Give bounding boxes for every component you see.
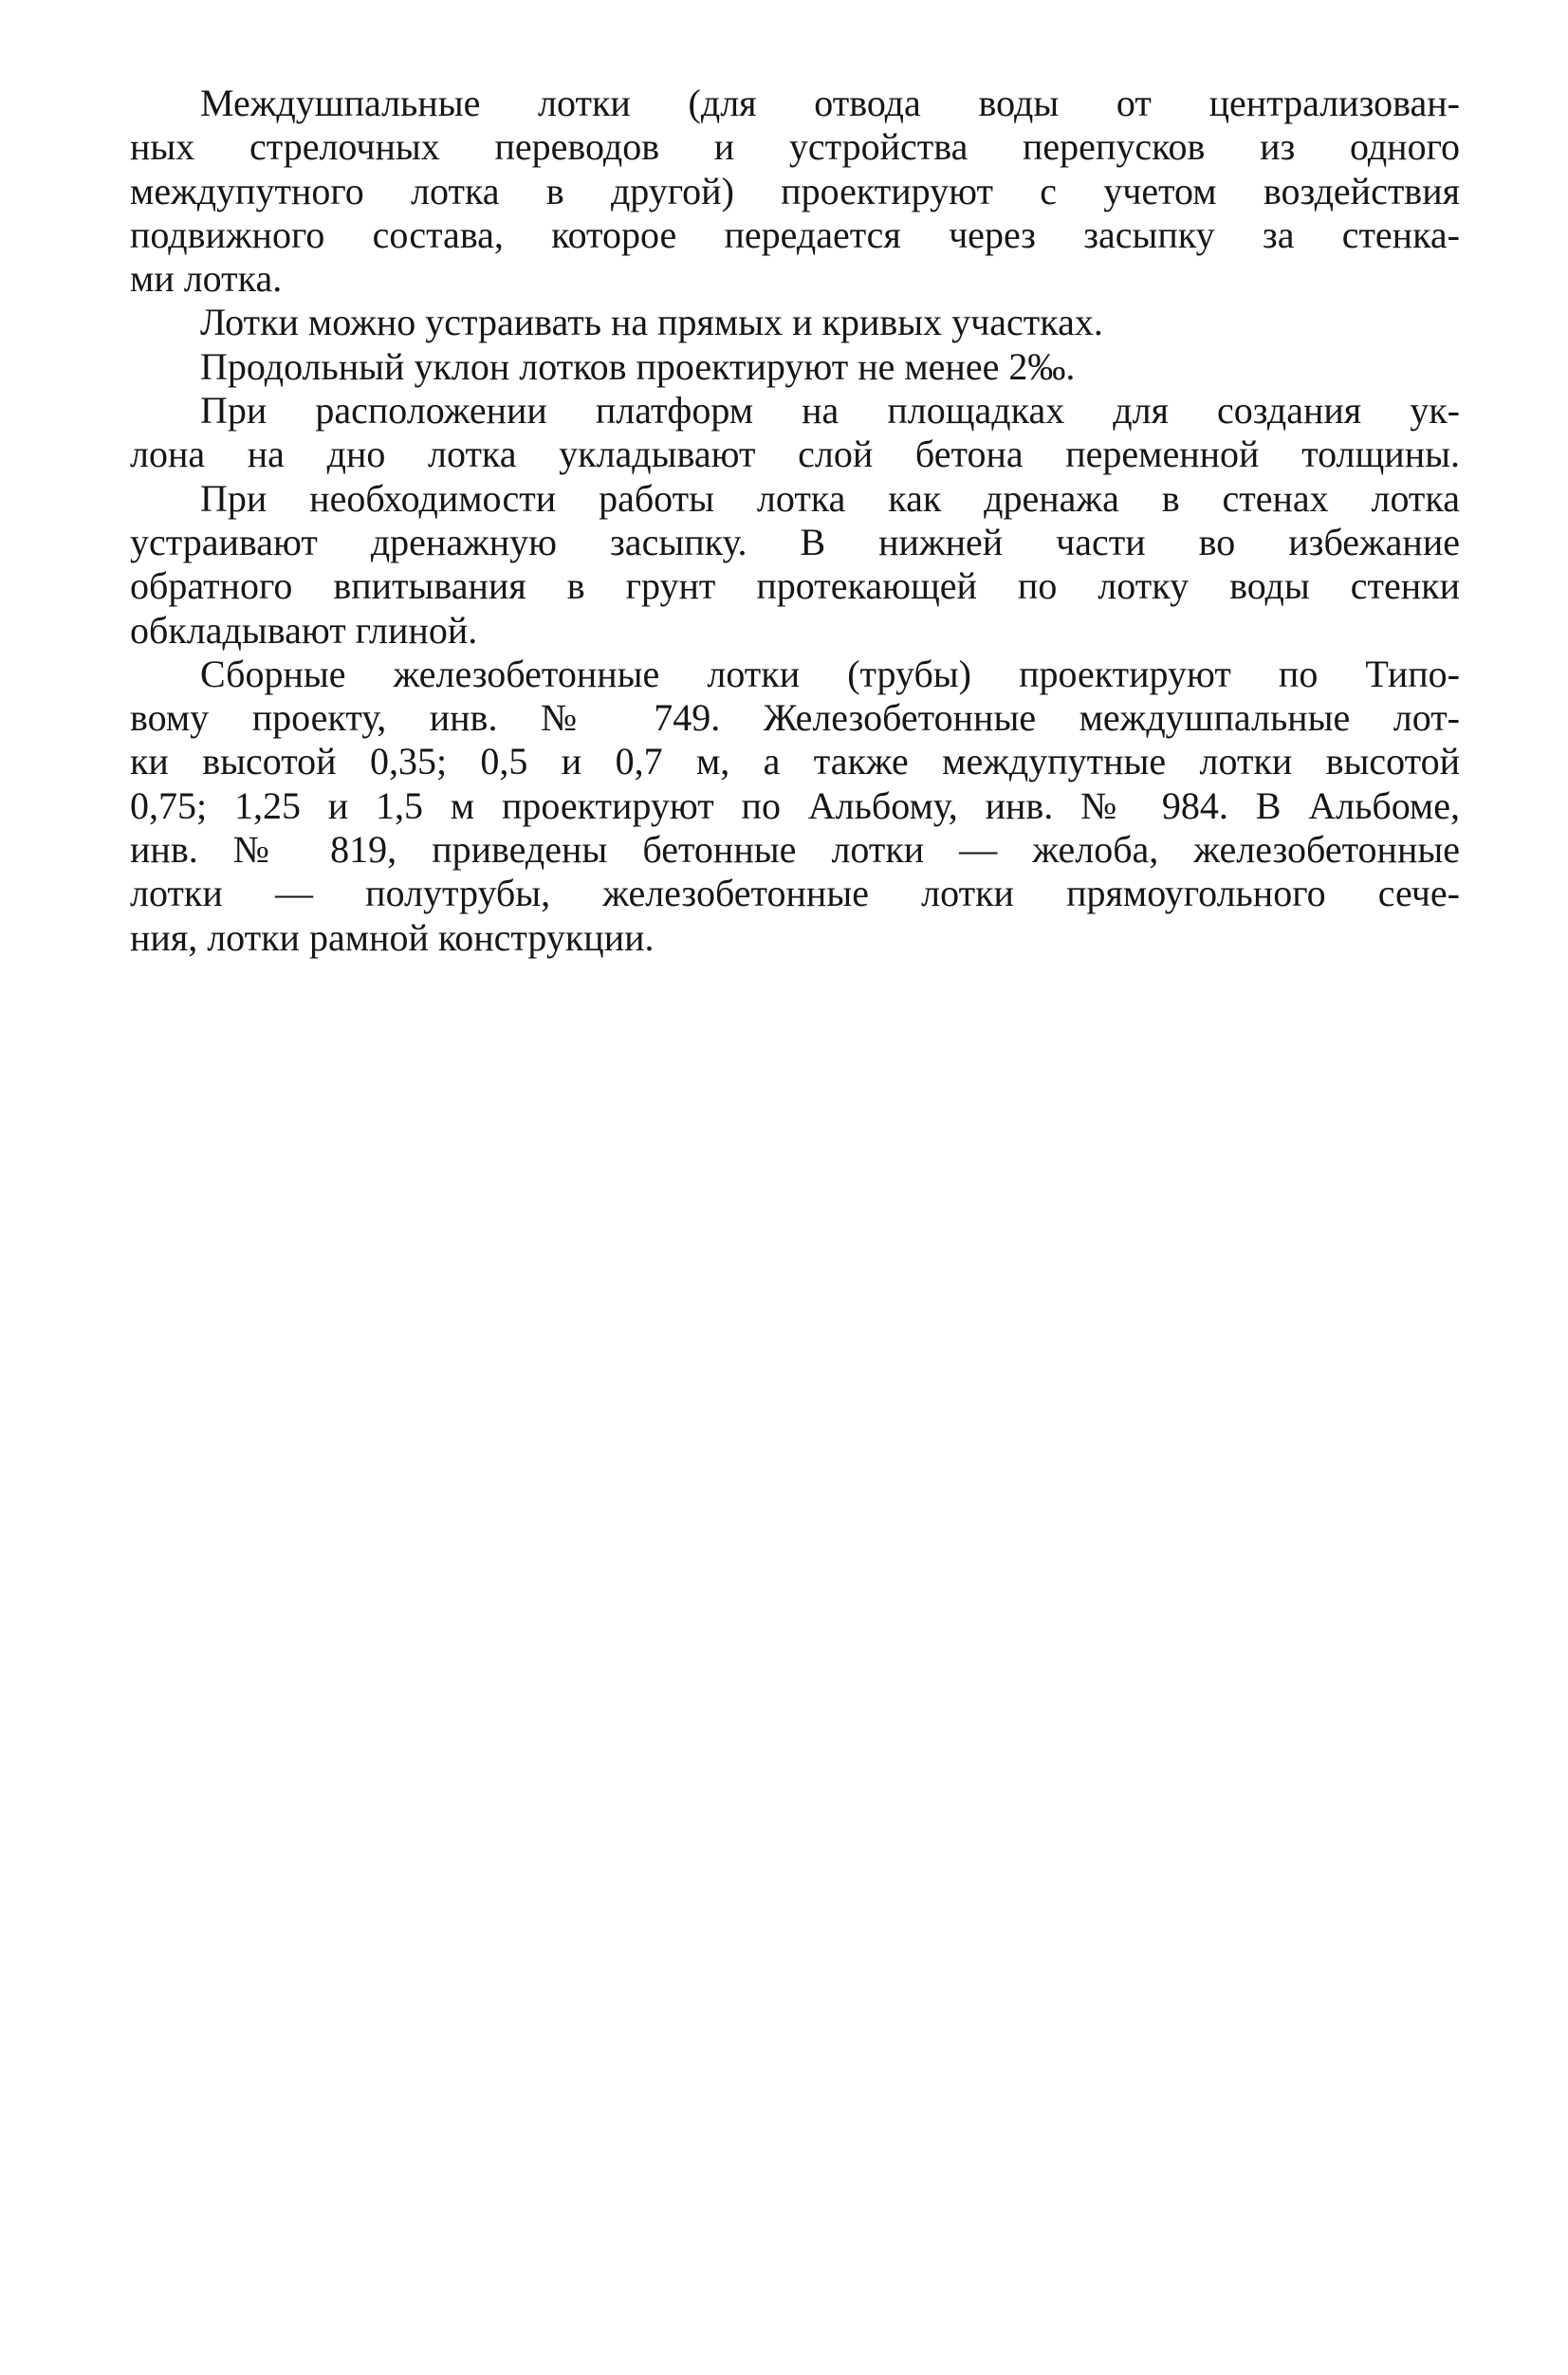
- paragraph-6-line-2: вому проекту, инв. № 749. Железобетонные междушпальные лот-: [130, 696, 1460, 740]
- paragraph-1-line-5: ми лотка.: [130, 257, 283, 301]
- paragraph-5-line-4: обкладывают глиной.: [130, 608, 478, 652]
- paragraph-6-line-6: лотки — полутрубы, железобетонные лотки прямоугольного сече-: [130, 872, 1460, 915]
- paragraph-4-line-2: лона на дно лотка укладывают слой бетона переменной толщины.: [130, 433, 1460, 476]
- paragraph-1-line-1: Междушпальные лотки (для отвода воды от централизован-: [200, 82, 1460, 124]
- paragraph-6-line-3: ки высотой 0,35; 0,5 и 0,7 м, а также междупутные лотки высотой: [130, 740, 1460, 783]
- paragraph-6-line-4: 0,75; 1,25 и 1,5 м проектируют по Альбому, инв. № 984. В Альбоме,: [130, 783, 1460, 827]
- paragraph-4-line-1: При расположении платформ на площадках для создания ук-: [200, 389, 1460, 433]
- paragraph-6-line-1: Сборные железобетонные лотки (трубы) проектируют по Типо-: [200, 652, 1460, 695]
- paragraph-6-line-5: инв. № 819, приведены бетонные лотки — желоба, железобетонные: [130, 828, 1460, 872]
- paragraph-3-line-1: Продольный уклон лотков проектируют не менее 2‰.: [200, 344, 1076, 388]
- paragraph-2-line-1: Лотки можно устраивать на прямых и кривых участках.: [200, 301, 1103, 344]
- paragraph-5-line-1: При необходимости работы лотка как дренажа в стенах лотка: [200, 476, 1460, 520]
- body-text: [130, 82, 1460, 960]
- paragraph-5-line-2: устраивают дренажную засыпку. В нижней части во избежание: [130, 520, 1460, 563]
- paragraph-6-line-7: ния, лотки рамной конструкции.: [130, 915, 655, 959]
- paragraph-1-line-2: ных стрелочных переводов и устройства перепусков из одного: [130, 125, 1460, 169]
- paragraph-5-line-3: обратного впитывания в грунт протекающей по лотку воды стенки: [130, 564, 1460, 608]
- paragraph-1-line-3: междупутного лотка в другой) проектируют с учетом воздействия: [130, 169, 1460, 212]
- paragraph-1-line-4: подвижного состава, которое передается через засыпку за стенка-: [130, 212, 1460, 256]
